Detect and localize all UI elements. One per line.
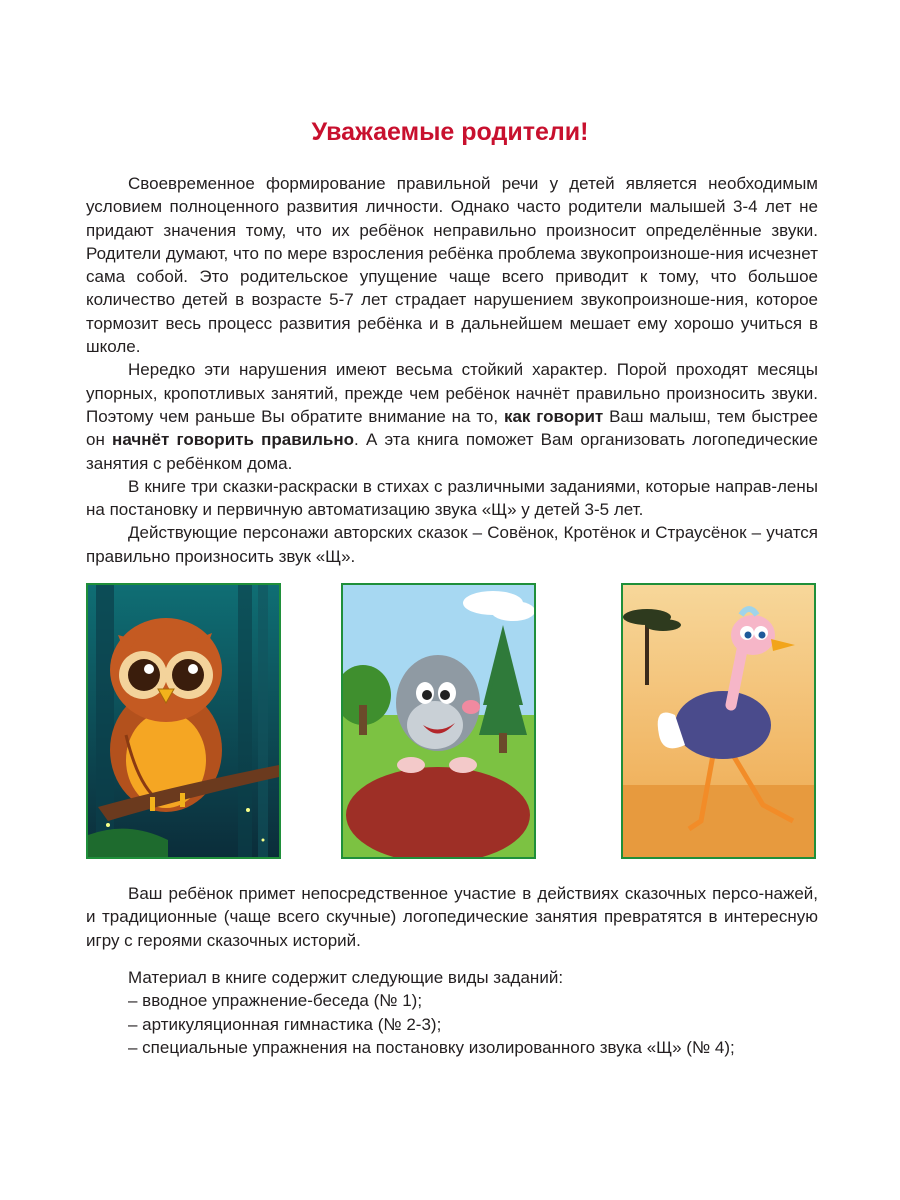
paragraph-2-part-1: Нередко эти нарушения имеют весьма стойкий характер. Порой проходят месяцы упорных, кропотливых занятий, прежде чем ребёнок начнёт правильно произносить звуки. Поэтому чем раньше Вы обратите внимание на то, bbox=[86, 360, 818, 426]
ostrich-image bbox=[623, 585, 814, 857]
mole-illustration bbox=[341, 583, 536, 859]
bold-phrase-1: как говорит bbox=[503, 406, 604, 426]
after-text bbox=[86, 882, 818, 952]
paragraph-3: В книге три сказки-раскраски в стихах с различными заданиями, которые направ-лены на постановку и первичную автоматизацию звука «Щ» у детей 3-5 лет. bbox=[86, 476, 818, 520]
list-item: – специальные упражнения на постановку изолированного звука «Щ» (№ 4); bbox=[128, 1037, 735, 1057]
paragraph-1: Своевременное формирование правильной речи у детей является необходимым условием полноценного развития личности. Однако часто родители малышей 3-4 лет не придают значения тому, что их ребёнок неправильно произносит определённые звуки. Родители думают, что по мере взросления ребёнка проблема звукопроизноше-ния исчезнет сама собой. Это родительское упущение чаще всего приводит к тому, что большое количество детей в возрасте 5-7 лет страдает нарушением звукопроизноше-ния, которое тормозит весь процесс развития ребёнка и в дальнейшем мешает ему хорошо учиться в школе. bbox=[86, 174, 818, 357]
mole-image bbox=[343, 585, 534, 857]
tasks-list bbox=[128, 966, 828, 1059]
paragraph-5: Ваш ребёнок примет непосредственное участие в действиях сказочных персо-нажей, и традиционные (чаще всего скучные) логопедические занятия превратятся в интересную игру с героями сказочных историй. bbox=[86, 884, 818, 950]
list-item: – артикуляционная гимнастика (№ 2-3); bbox=[128, 1014, 442, 1034]
paragraph-2-part-2: Ваш малыш, тем быстрее он bbox=[86, 406, 819, 450]
ostrich-illustration bbox=[621, 583, 816, 859]
bold-phrase-2: начнёт говорить правильно bbox=[112, 430, 355, 450]
owl-illustration bbox=[86, 583, 281, 859]
owl-image bbox=[88, 585, 279, 857]
paragraph-2-part-3: . А эта книга поможет Вам организовать логопедические занятия с ребёнком дома. bbox=[86, 430, 818, 473]
list-intro: Материал в книге содержит следующие виды заданий: bbox=[128, 968, 564, 987]
paragraph-4: Действующие персонажи авторских сказок – Совёнок, Кротёнок и Страусёнок – учатся правильно произносить звук «Щ». bbox=[86, 523, 818, 566]
page-title: Уважаемые родители! bbox=[311, 118, 589, 146]
paragraph-2 bbox=[86, 358, 818, 474]
list-item: – вводное упражнение-беседа (№ 1); bbox=[128, 991, 423, 1011]
intro-text bbox=[86, 172, 818, 568]
